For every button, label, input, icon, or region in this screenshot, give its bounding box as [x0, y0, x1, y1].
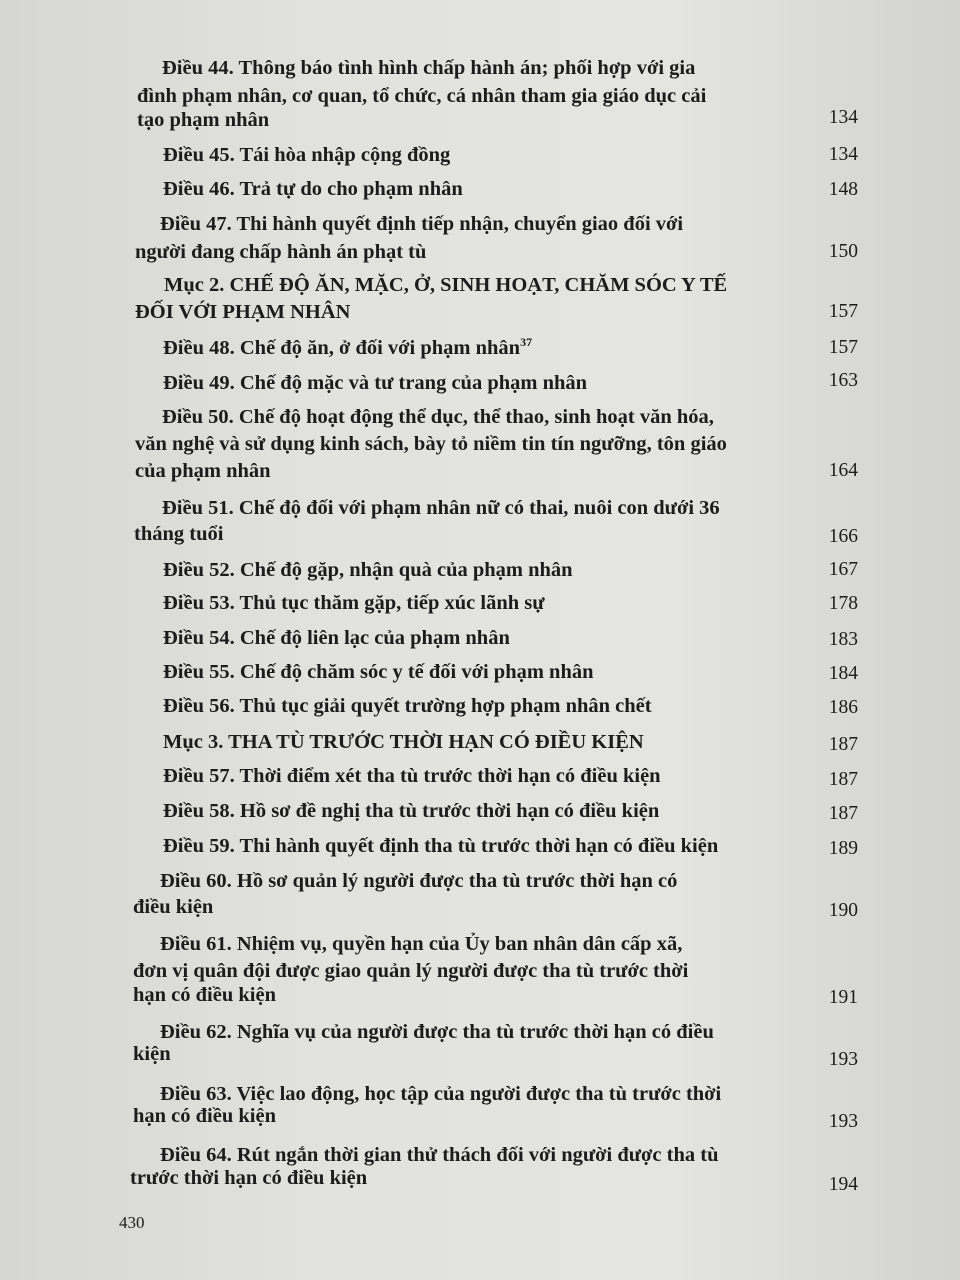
toc-page-number: 189 [828, 838, 858, 859]
toc-entry-line: Điều 47. Thi hành quyết định tiếp nhận, chuyển giao đối với [160, 213, 684, 235]
toc-entry-line: Điều 59. Thi hành quyết định tha tù trước thời hạn có điều kiện [163, 835, 719, 857]
toc-page-number: 166 [828, 526, 858, 547]
toc-entry-line: Điều 48. Chế độ ăn, ở đối với phạm nhân$^{37}$ [163, 335, 533, 359]
toc-entry-line: Điều 61. Nhiệm vụ, quyền hạn của Ủy ban nhân dân cấp xã, [160, 933, 683, 955]
toc-page-number: 186 [828, 697, 858, 718]
toc-entry-line: Mục 2. CHẾ ĐỘ ĂN, MẶC, Ở, SINH HOẠT, CHĂM SÓC Y TẾ [164, 274, 728, 296]
toc-page-number: 190 [828, 900, 858, 921]
toc-entry-line: Điều 51. Chế độ đối với phạm nhân nữ có thai, nuôi con dưới 36 [162, 497, 720, 519]
toc-entry-line: ĐỐI VỚI PHẠM NHÂN [135, 301, 351, 323]
toc-page-number: 191 [828, 987, 858, 1008]
toc-page-number: 184 [828, 663, 858, 684]
toc-entry-line: Điều 55. Chế độ chăm sóc y tế đối với phạm nhân [163, 661, 594, 683]
toc-page-number: 157 [828, 337, 858, 358]
toc-entry-line: tháng tuổi [134, 523, 224, 545]
toc-entry-line: Điều 49. Chế độ mặc và tư trang của phạm nhân [163, 372, 588, 394]
toc-entry-line: Điều 56. Thủ tục giải quyết trường hợp phạm nhân chết [163, 695, 652, 717]
toc-entry-line: Điều 53. Thủ tục thăm gặp, tiếp xúc lãnh sự [163, 592, 545, 614]
toc-entry-line: Điều 63. Việc lao động, học tập của người được tha tù trước thời [160, 1083, 722, 1105]
toc-entry-line: Điều 58. Hồ sơ đề nghị tha tù trước thời hạn có điều kiện [163, 800, 660, 822]
toc-entry-line: Điều 44. Thông báo tình hình chấp hành án; phối hợp với gia [162, 57, 696, 79]
toc-entry-line: của phạm nhân [135, 460, 271, 482]
toc-entry-line: Điều 52. Chế độ gặp, nhận quà của phạm nhân [163, 559, 573, 581]
toc-entry-line: đình phạm nhân, cơ quan, tổ chức, cá nhân tham gia giáo dục cải [137, 85, 707, 107]
toc-entry-line: trước thời hạn có điều kiện [130, 1167, 368, 1189]
toc-page-number: 134 [828, 144, 858, 165]
toc-page-number: 134 [828, 107, 858, 128]
toc-entry-line: hạn có điều kiện [133, 984, 276, 1006]
toc-entry-line: Mục 3. THA TÙ TRƯỚC THỜI HẠN CÓ ĐIỀU KIỆN [163, 731, 644, 753]
toc-page-number: 163 [828, 370, 858, 391]
toc-page-number: 193 [828, 1049, 858, 1070]
toc-entry-line: Điều 54. Chế độ liên lạc của phạm nhân [163, 627, 510, 649]
toc-page-number: 178 [828, 593, 858, 614]
toc-page-number: 148 [828, 179, 858, 200]
toc-page-number: 187 [828, 734, 858, 755]
toc-entry-line: Điều 64. Rút ngắn thời gian thử thách đối với người được tha tù [160, 1144, 719, 1166]
toc-page-number: 167 [828, 559, 858, 580]
toc-entry-line: điều kiện [133, 896, 214, 918]
toc-entry-line: Điều 60. Hồ sơ quản lý người được tha tù trước thời hạn có [160, 870, 678, 892]
toc-page-number: 187 [828, 769, 858, 790]
toc-entry-line: Điều 50. Chế độ hoạt động thể dục, thể thao, sinh hoạt văn hóa, [162, 406, 714, 428]
toc-entry-line: hạn có điều kiện [133, 1105, 276, 1127]
toc-entry-line: Điều 57. Thời điểm xét tha tù trước thời hạn có điều kiện [163, 765, 661, 787]
toc-entry-line: kiện [133, 1043, 171, 1065]
footnote-marker: 37 [520, 335, 533, 350]
toc-page-number: 183 [828, 629, 858, 650]
toc-page-number: 164 [828, 460, 858, 481]
toc-page-number: 194 [828, 1174, 858, 1195]
page-number: 430 [119, 1213, 145, 1232]
toc-page-number: 150 [828, 241, 858, 262]
toc-page-number: 157 [828, 301, 858, 322]
toc-entry-line: người đang chấp hành án phạt tù [135, 241, 427, 263]
toc-entry-line: Điều 45. Tái hòa nhập cộng đồng [163, 144, 451, 166]
toc-entry-line: Điều 62. Nghĩa vụ của người được tha tù trước thời hạn có điều [160, 1021, 714, 1043]
toc-page-number: 193 [828, 1111, 858, 1132]
toc-entry-line: văn nghệ và sử dụng kinh sách, bày tỏ niềm tin tín ngưỡng, tôn giáo [135, 433, 727, 455]
toc-entry-line: đơn vị quân đội được giao quản lý người được tha tù trước thời [133, 960, 689, 982]
toc-page-number: 187 [828, 803, 858, 824]
toc-entry-line: Điều 46. Trả tự do cho phạm nhân [163, 178, 463, 200]
toc-entry-line: tạo phạm nhân [137, 109, 270, 131]
